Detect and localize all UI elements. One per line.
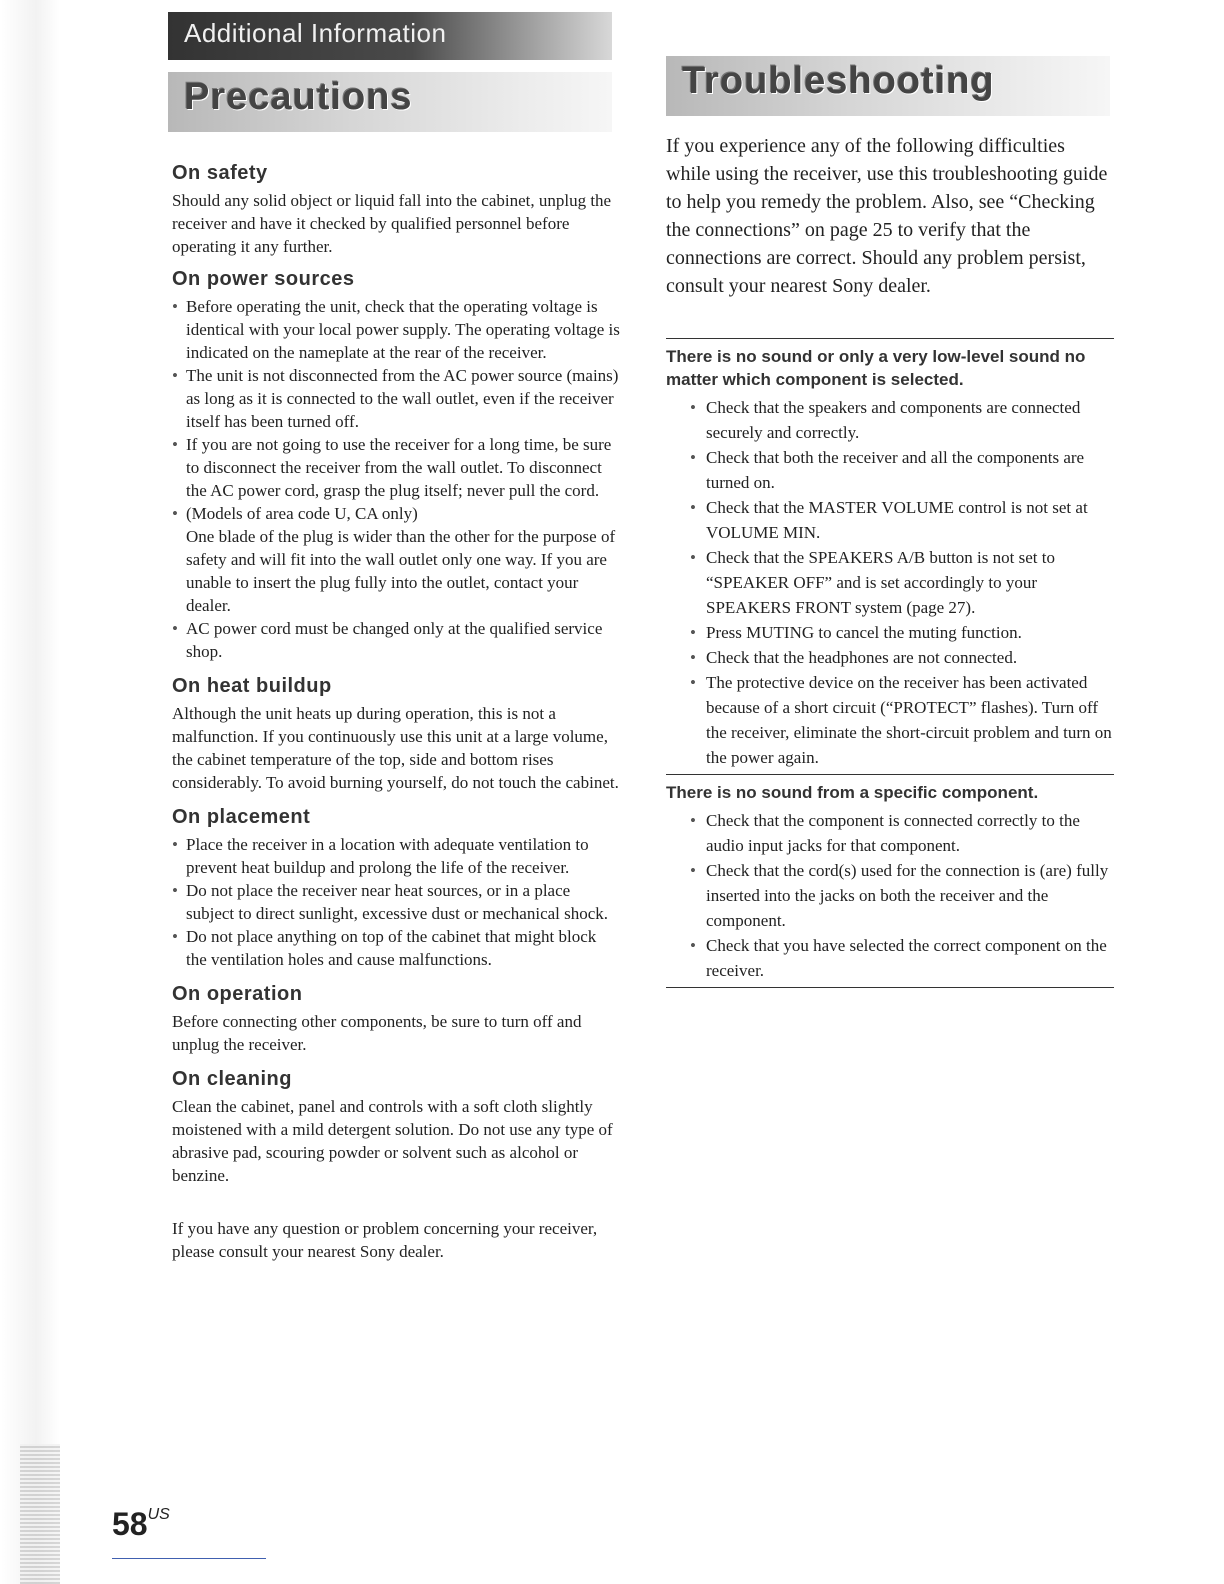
list-item: • Place the receiver in a location with adequate ventilation to prevent heat buildup and prolong the life of the receiver.	[172, 833, 620, 879]
operation-text: Before connecting other components, be sure to turn off and unplug the receiver.	[172, 1012, 582, 1054]
problem-heading: There is no sound or only a very low-level sound no matter which component is selected.	[666, 347, 1086, 389]
models-detail: One blade of the plug is wider than the other for the purpose of safety and will fit into the wall outlet only one way. If you are unable to insert the plug fully into the outlet, contact your dealer.	[186, 527, 616, 615]
list-item: • Do not place the receiver near heat sources, or in a place subject to direct sunlight, excessive dust or mechanical shock.	[172, 879, 620, 925]
section-header-bar	[168, 12, 612, 60]
section-header-label: Additional Information	[184, 18, 447, 48]
placement-heading: On placement	[172, 806, 311, 828]
heat-text: Although the unit heats up during operation, this is not a malfunction. If you continuously use this unit at a large volume, the cabinet temperature of the top, side and bottom rises considerably. To avoid burning yourself, do not touch the cabinet.	[172, 704, 619, 792]
list-item	[172, 502, 620, 617]
page-number	[112, 1506, 170, 1543]
footer-rule	[112, 1558, 266, 1559]
list-item: • Check that the cord(s) used for the connection is (are) fully inserted into the jacks on both the receiver and the component.	[690, 858, 1114, 933]
list-item: • If you are not going to use the receiver for a long time, be sure to disconnect the receiver from the wall outlet. To disconnect the AC power cord, grasp the plug itself; never pull the cord.	[172, 433, 620, 502]
heat-heading: On heat buildup	[172, 675, 332, 697]
cleaning-heading: On cleaning	[172, 1068, 292, 1090]
power-heading: On power sources	[172, 268, 355, 290]
precautions-column	[172, 162, 620, 1263]
precautions-title: Precautions	[184, 76, 413, 118]
closing-text: If you have any question or problem concerning your receiver, please consult your nearest Sony dealer.	[172, 1219, 598, 1261]
scan-margin-shadow	[20, 1444, 60, 1584]
scan-margin	[0, 0, 60, 1584]
problem-heading: There is no sound from a specific component.	[666, 783, 1039, 802]
precautions-banner	[168, 72, 612, 132]
list-item: • Check that the headphones are not connected.	[690, 645, 1114, 670]
models-line: • (Models of area code U, CA only)	[186, 504, 418, 523]
region-code: US	[147, 1506, 170, 1523]
list-item: • Check that the MASTER VOLUME control is not set at VOLUME MIN.	[690, 495, 1114, 545]
power-list	[172, 295, 620, 663]
list-item: • Do not place anything on top of the cabinet that might block the ventilation holes and cause malfunctions.	[172, 925, 620, 971]
problem-1-list	[666, 395, 1114, 770]
list-item: • AC power cord must be changed only at the qualified service shop.	[172, 617, 620, 663]
troubleshooting-banner	[666, 56, 1110, 116]
list-item: • Check that both the receiver and all the components are turned on.	[690, 445, 1114, 495]
safety-text: Should any solid object or liquid fall into the cabinet, unplug the receiver and have it checked by qualified personnel before operating it any further.	[172, 191, 612, 256]
divider	[666, 774, 1114, 775]
list-item: • Before operating the unit, check that the operating voltage is identical with your local power supply. The operating voltage is indicated on the nameplate at the rear of the receiver.	[172, 295, 620, 364]
divider	[666, 338, 1114, 339]
troubleshooting-column	[666, 132, 1114, 988]
list-item: • Check that the component is connected correctly to the audio input jacks for that component.	[690, 808, 1114, 858]
troubleshooting-title: Troubleshooting	[682, 60, 995, 102]
troubleshooting-intro: If you experience any of the following difficulties while using the receiver, use this troubleshooting guide to help you remedy the problem. Also, see “Checking the connections” on page 25 to verify that the connections are correct. Should any problem persist, consult your nearest Sony dealer.	[666, 135, 1108, 297]
safety-heading: On safety	[172, 162, 268, 184]
problem-2-list	[666, 808, 1114, 983]
cleaning-text: Clean the cabinet, panel and controls with a soft cloth slightly moistened with a mild detergent solution. Do not use any type of abrasive pad, scouring powder or solvent such as alcohol or benzine.	[172, 1097, 613, 1185]
page-number-value: 58	[112, 1506, 148, 1542]
divider	[666, 987, 1114, 988]
list-item: • Press MUTING to cancel the muting function.	[690, 620, 1114, 645]
list-item: • The protective device on the receiver has been activated because of a short circuit (“PROTECT” flashes). Turn off the receiver, eliminate the short-circuit problem and turn on the power again.	[690, 670, 1114, 770]
list-item: • Check that the SPEAKERS A/B button is not set to “SPEAKER OFF” and is set accordingly to your SPEAKERS FRONT system (page 27).	[690, 545, 1114, 620]
list-item: • Check that the speakers and components are connected securely and correctly.	[690, 395, 1114, 445]
placement-list	[172, 833, 620, 971]
list-item: • The unit is not disconnected from the AC power source (mains) as long as it is connected to the wall outlet, even if the receiver itself has been turned off.	[172, 364, 620, 433]
list-item: • Check that you have selected the correct component on the receiver.	[690, 933, 1114, 983]
operation-heading: On operation	[172, 983, 303, 1005]
